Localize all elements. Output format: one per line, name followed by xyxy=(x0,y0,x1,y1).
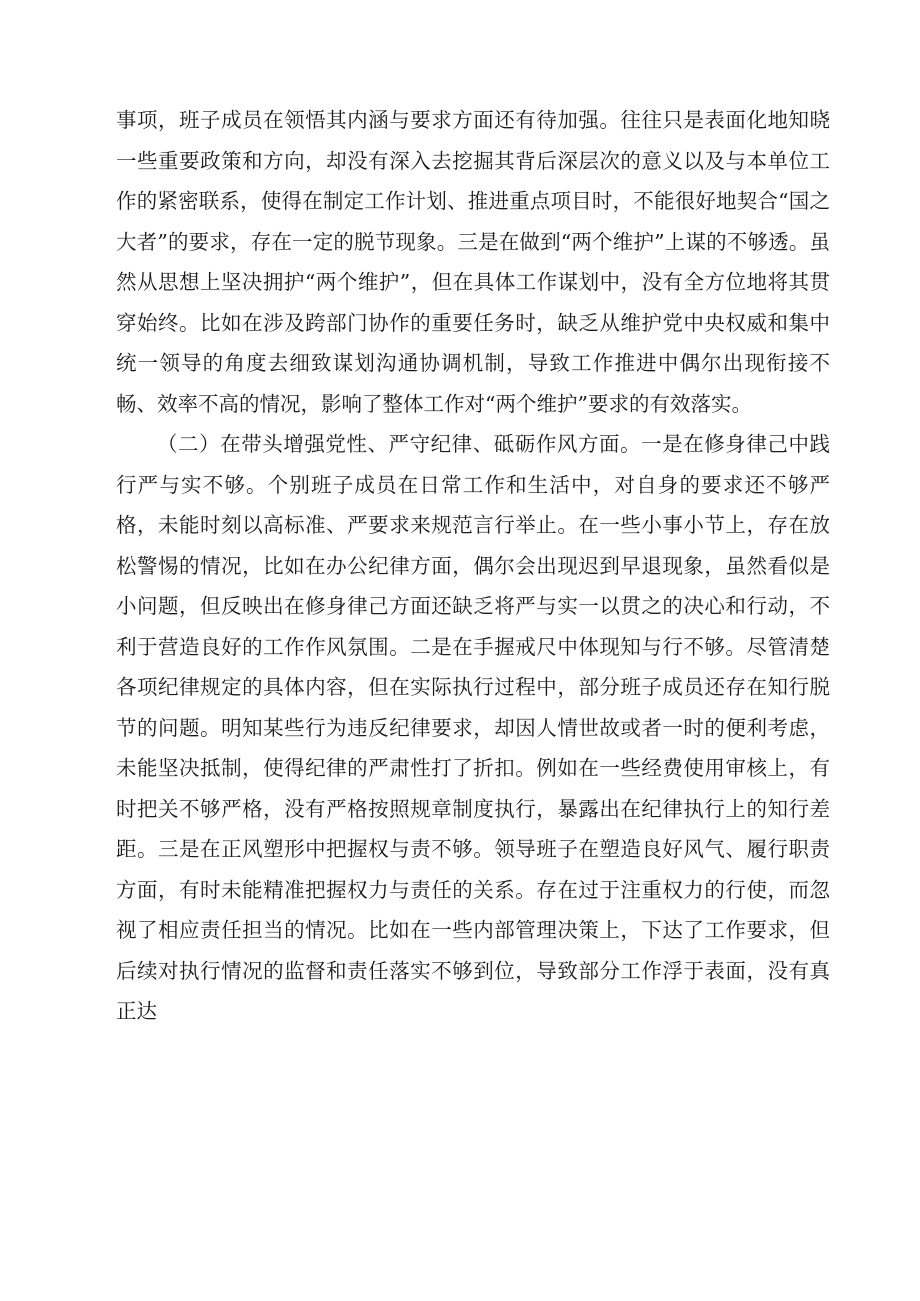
paragraph-continuation: 事项，班子成员在领悟其内涵与要求方面还有待加强。往往只是表面化地知晓一些重要政策和方向，却没有深入去挖掘其背后深层次的意义以及与本单位工作的紧密联系，使得在制定工作计划、推进重点项目时，不能很好地契合“国之大者”的要求，存在一定的脱节现象。三是在做到“两个维护”上谋的不够透。虽然从思想上坚决拥护“两个维护”，但在具体工作谋划中，没有全方位地将其贯穿始终。比如在涉及跨部门协作的重要任务时，缺乏从维护党中央权威和集中统一领导的角度去细致谋划沟通协调机制，导致工作推进中偶尔出现衔接不畅、效率不高的情况，影响了整体工作对“两个维护”要求的有效落实。 xyxy=(116,108,830,416)
document-body xyxy=(116,100,830,1032)
paragraph-section-two: （二）在带头增强党性、严守纪律、砥砺作风方面。一是在修身律己中践行严与实不够。个别班子成员在日常工作和生活中，对自身的要求还不够严格，未能时刻以高标准、严要求来规范言行举止。在一些小事小节上，存在放松警惕的情况，比如在办公纪律方面，偶尔会出现迟到早退现象，虽然看似是小问题，但反映出在修身律己方面还缺乏将严与实一以贯之的决心和行动，不利于营造良好的工作作风氛围。二是在手握戒尺中体现知与行不够。尽管清楚各项纪律规定的具体内容，但在实际执行过程中，部分班子成员还存在知行脱节的问题。明知某些行为违反纪律要求，却因人情世故或者一时的便利考虑，未能坚决抵制，使得纪律的严肃性打了折扣。例如在一些经费使用审核上，有时把关不够严格，没有严格按照规章制度执行，暴露出在纪律执行上的知行差距。三是在正风塑形中把握权与责不够。领导班子在塑造良好风气、履行职责方面，有时未能精准把握权力与责任的关系。存在过于注重权力的行使，而忽视了相应责任担当的情况。比如在一些内部管理决策上，下达了工作要求，但后续对执行情况的监督和责任落实不够到位，导致部分工作浮于表面，没有真正达 xyxy=(116,432,830,1023)
